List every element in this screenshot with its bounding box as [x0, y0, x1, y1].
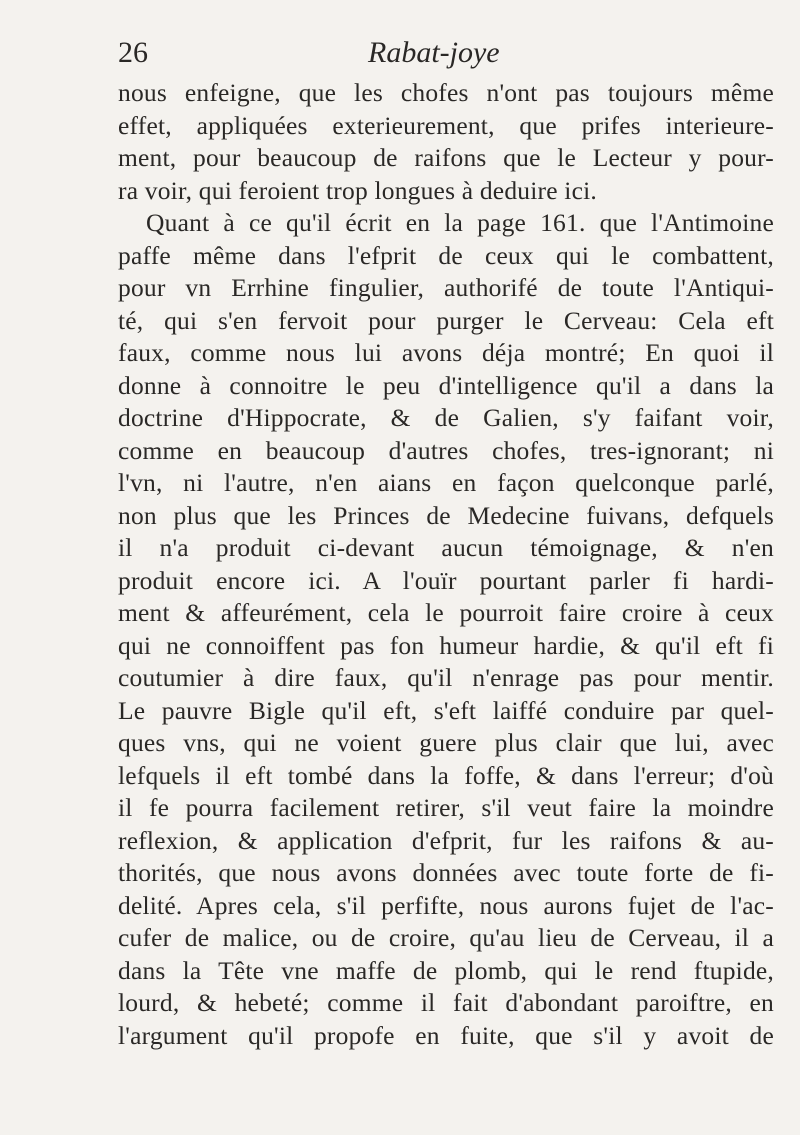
- text-line: l'argument qu'il propofe en fuite, que s'il y avoit de: [118, 1020, 774, 1050]
- text-line: non plus que les Princes de Medecine fuivans, defquels: [118, 500, 774, 530]
- text-line: cufer de malice, ou de croire, qu'au lieu de Cerveau, il a: [118, 923, 774, 952]
- text-line: coutumier à dire faux, qu'il n'enrage pas pour mentir.: [118, 663, 774, 692]
- text-line: ment & affeurément, cela le pourroit faire croire à ceux: [118, 598, 774, 627]
- text-line: lourd, & hebeté; comme il fait d'abondant paroiftre, en: [118, 988, 774, 1017]
- text-line: qui ne connoiffent pas fon humeur hardie, & qu'il eft fi: [118, 630, 774, 660]
- page-header: [118, 36, 768, 76]
- text-line: comme en beaucoup d'autres chofes, tres-ignorant; ni: [118, 435, 774, 465]
- text-line: nous enfeigne, que les chofes n'ont pas toujours même: [118, 78, 774, 107]
- page-number: 26: [118, 36, 148, 69]
- text-line: dans la Tête vne maffe de plomb, qui le rend ftupide,: [118, 955, 774, 985]
- text-line: ques vns, qui ne voient guere plus clair que lui, avec: [118, 728, 774, 757]
- text-line: faux, comme nous lui avons déja montré; En quoi il: [118, 338, 774, 367]
- text-line: reflexion, & application d'efprit, fur les raifons & au-: [118, 825, 774, 855]
- running-head: Rabat-joye: [368, 36, 500, 69]
- text-line: ment, pour beaucoup de raifons que le Lecteur y pour-: [118, 143, 774, 172]
- text-line: delité. Apres cela, s'il perfifte, nous aurons fujet de l'ac-: [118, 890, 774, 920]
- text-line: donne à connoitre le peu d'intelligence qu'il a dans la: [118, 370, 774, 400]
- text-line: l'vn, ni l'autre, n'en aians en façon quelconque parlé,: [118, 468, 774, 497]
- text-line: produit encore ici. A l'ouïr pourtant parler fi hardi-: [118, 565, 774, 595]
- text-line: thorités, que nous avons données avec toute forte de fi-: [118, 858, 774, 887]
- text-line: effet, appliquées exterieurement, que prifes interieure-: [118, 110, 774, 140]
- text-line: pour vn Errhine fingulier, authorifé de toute l'Antiqui-: [118, 273, 774, 302]
- text-line: Quant à ce qu'il écrit en la page 161. que l'Antimoine: [146, 208, 774, 237]
- text-line: té, qui s'en fervoit pour purger le Cerveau: Cela eft: [118, 305, 774, 335]
- text-line: Le pauvre Bigle qu'il eft, s'eft laiffé conduire par quel-: [118, 695, 774, 725]
- text-line: il n'a produit ci-devant aucun témoignage, & n'en: [118, 533, 774, 562]
- text-line: doctrine d'Hippocrate, & de Galien, s'y faifant voir,: [118, 403, 774, 432]
- text-line: ra voir, qui feroient trop longues à deduire ici.: [118, 175, 597, 205]
- body-text: [118, 77, 774, 1052]
- text-line: lefquels il eft tombé dans la foffe, & dans l'erreur; d'où: [118, 760, 774, 790]
- text-line: il fe pourra facilement retirer, s'il veut faire la moindre: [118, 793, 774, 822]
- text-line: paffe même dans l'efprit de ceux qui le combattent,: [118, 240, 774, 270]
